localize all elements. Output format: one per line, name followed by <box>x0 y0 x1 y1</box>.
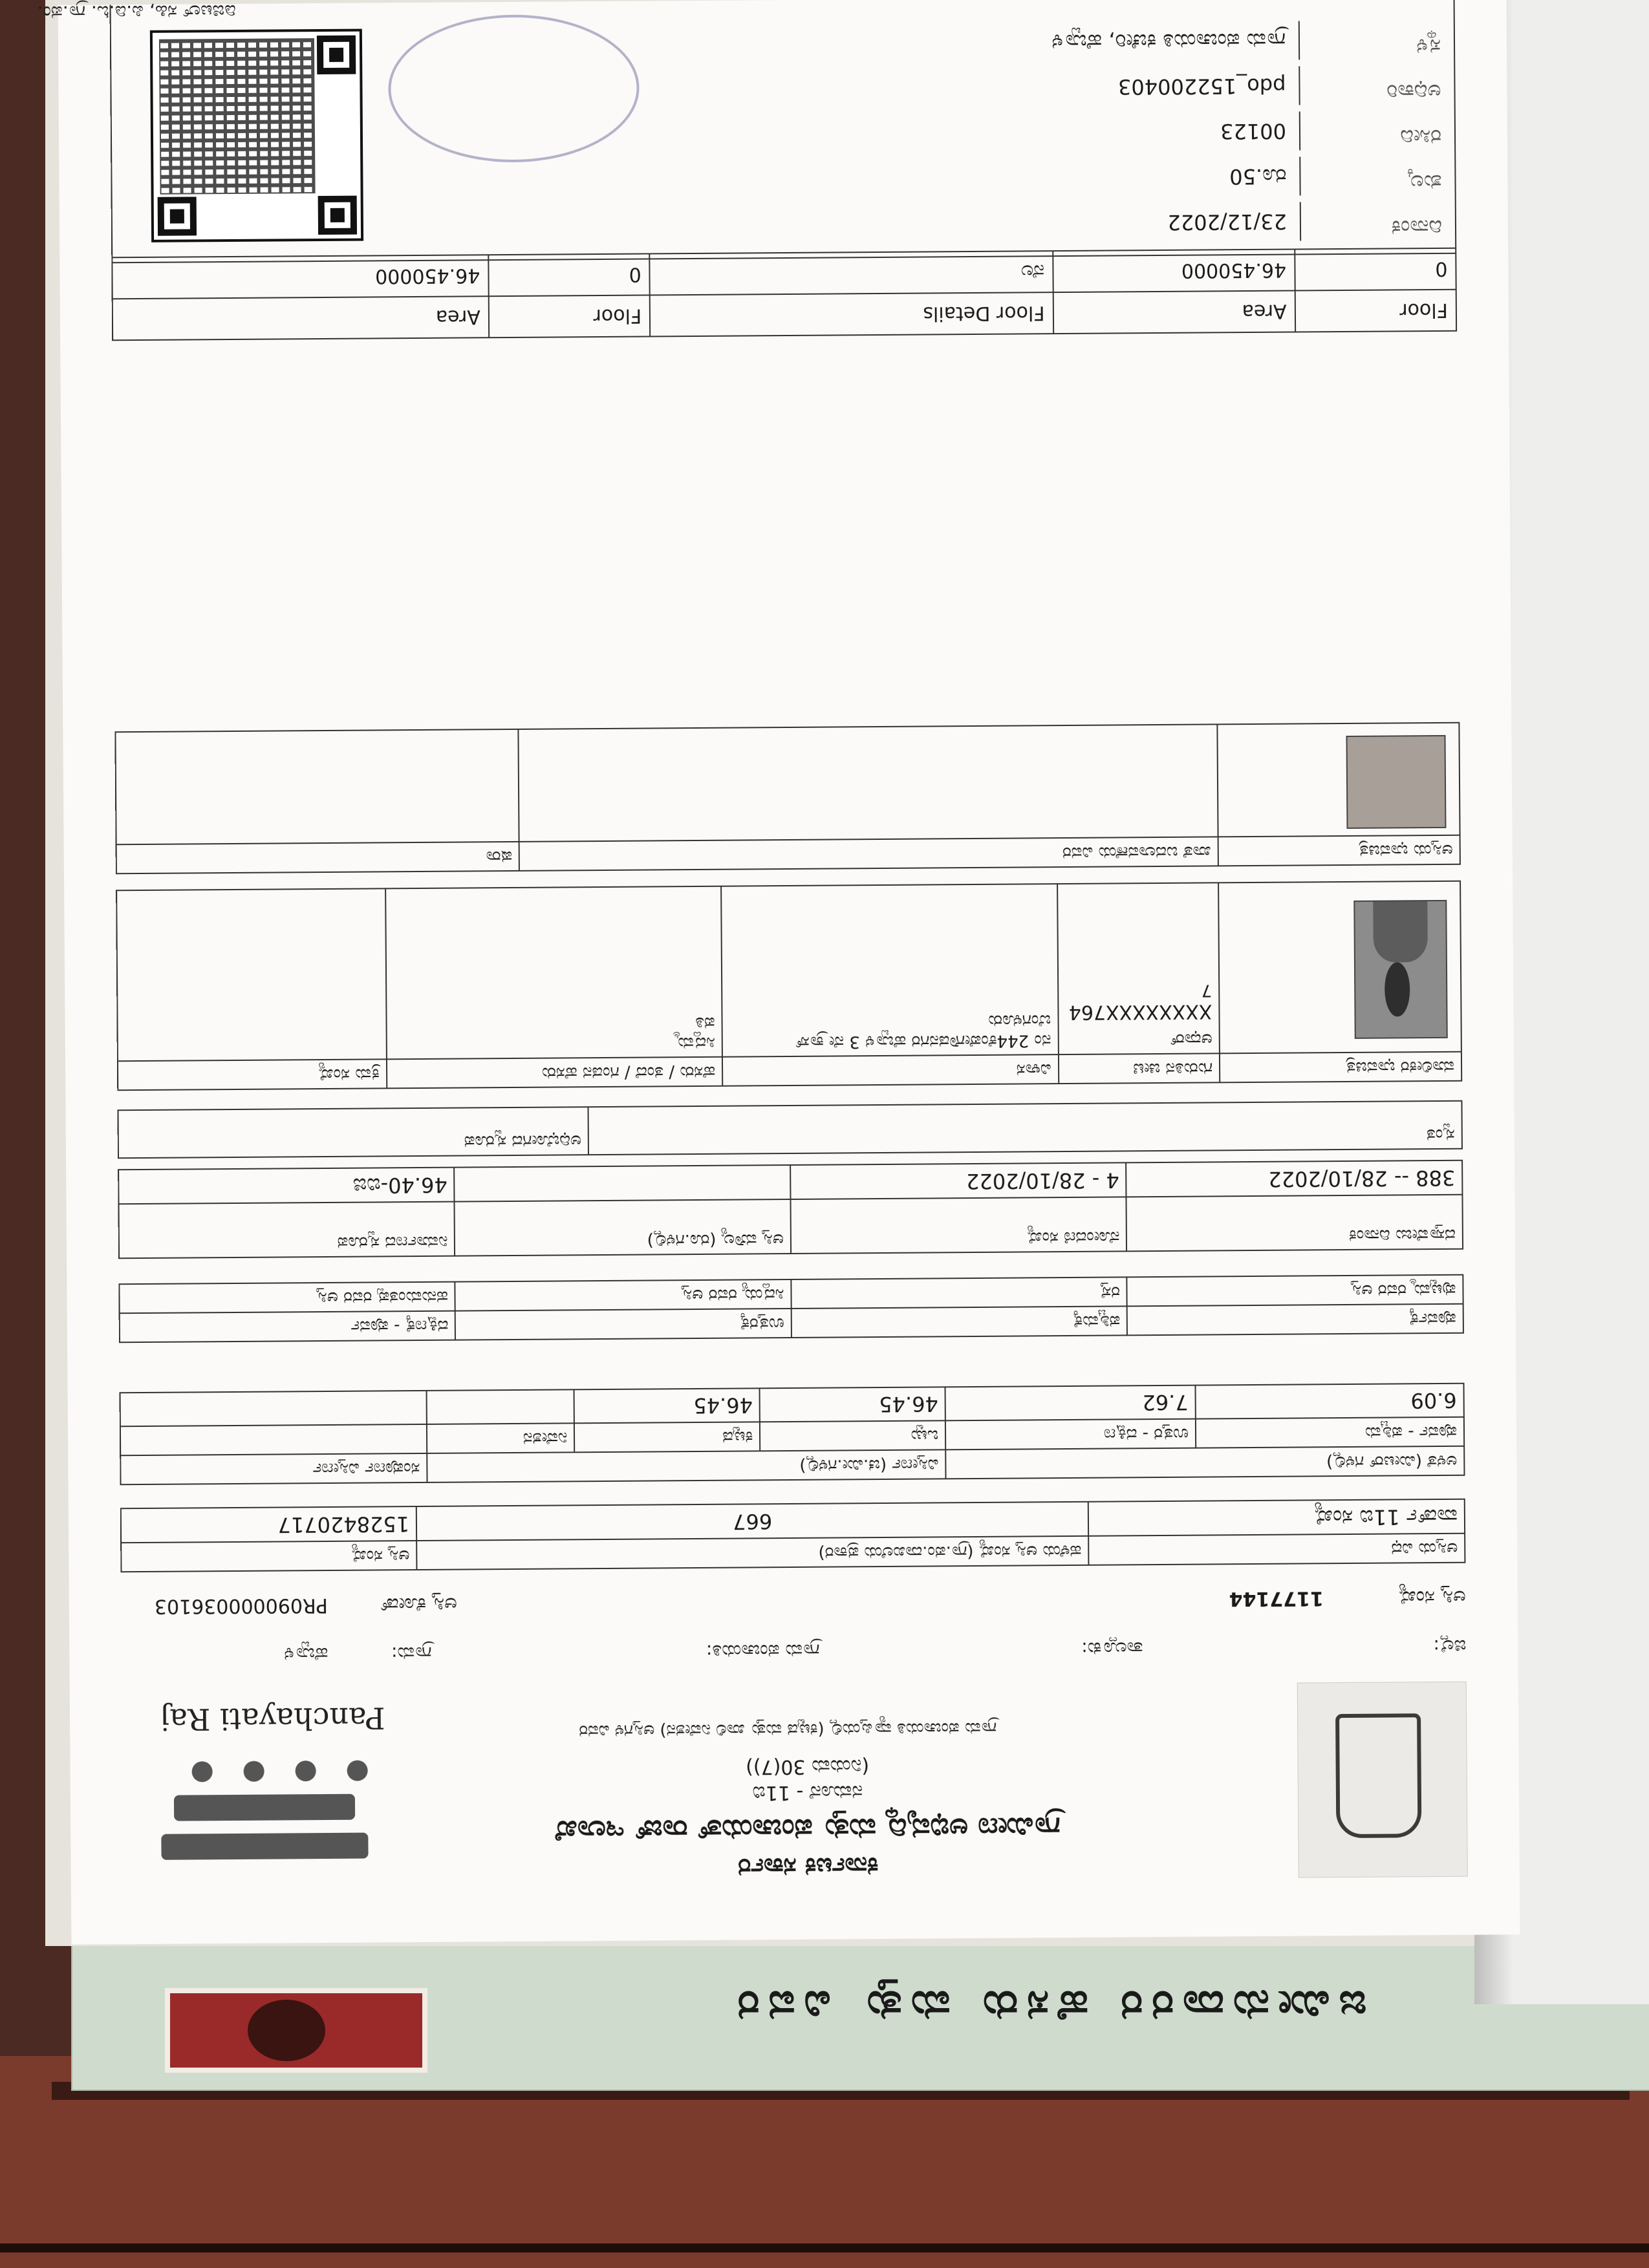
ew-header: ಪೂರ್ವ - ಪಶ್ಚಿಮ <box>1196 1417 1464 1448</box>
village-value: ಹೆಬ್ಬಾಳ <box>284 1643 329 1665</box>
village-label: ಗ್ರಾಮ: <box>391 1642 432 1665</box>
plinth-value <box>120 1391 427 1426</box>
owner-relation: ಪತಿ <box>695 1012 715 1033</box>
property-code-label: ಆಸ್ತಿ ಸಂಖ್ಯೆ <box>1398 1585 1466 1609</box>
remarks-header: ಷರಾ <box>116 842 520 873</box>
floor-label: ನೆಲ <box>649 251 1053 295</box>
place-label: ಸ್ಥಳ <box>1299 20 1454 60</box>
doc-value: 388 -- 28/10/2022 <box>1126 1161 1463 1197</box>
form-header <box>122 1670 1468 1887</box>
face-silhouette <box>248 2000 325 2061</box>
built-header: ಕಟ್ಟಡ <box>574 1422 760 1452</box>
area-header: Area <box>1053 291 1295 334</box>
total-header: ಒಟ್ಟು <box>760 1420 945 1451</box>
footer-date-row <box>1167 201 1455 242</box>
officer-label: ಅಧಿಕಾರಿ <box>1299 65 1454 105</box>
page-content-inverted <box>37 0 1520 1945</box>
office-title: ಕರ್ನಾಟಕ ಸರ್ಕಾರ <box>738 1852 879 1882</box>
west-value: ರಸ್ತೆ <box>791 1277 1127 1309</box>
underlying-document-title: ಜಮೀನುದಾರರ ಹೆಸರು ಮತ್ತು ವಿವರ <box>728 1982 1367 2030</box>
floor-details-header: Floor Details <box>650 292 1053 336</box>
officer-value: pdo_152200403 <box>1117 73 1286 100</box>
khata-header: ಖಾತೆ ಬದಲಾವಣೆಯ ವಿವರ <box>519 837 1218 871</box>
occupancy-table <box>117 1100 1462 1159</box>
logo-bar-icon <box>174 1794 355 1821</box>
owner-address: ನಂ 244ಕೆಂಪೇಗೌಡನಗರ ಹೆಬ್ಬಾಳ 3 ನೇ ಕ್ರಾಸ್ ಬೆಂಗಳೂರು <box>721 884 1058 1057</box>
site-header: ನಿವೇಶನ <box>427 1423 575 1453</box>
qr-data-pattern <box>159 38 316 195</box>
footer-box <box>37 0 1457 263</box>
property-code: PR090000036103 <box>154 1594 328 1618</box>
south-header: ದಕ್ಷಿಣಕ್ಕೆ - ಪೂರ್ವ <box>120 1311 456 1343</box>
logo-caption: Panchayati Raj <box>160 1700 385 1737</box>
property-number: 1177144 <box>1229 1587 1324 1610</box>
qr-finder-center <box>330 208 345 222</box>
property-id-row <box>121 1576 1466 1618</box>
owner-id-cell <box>1057 883 1220 1054</box>
floor-header-right: Floor <box>489 295 651 337</box>
floor-value-right: 0 <box>488 253 650 296</box>
rate-value: 46.40-ಬಿಜಿ <box>118 1168 455 1204</box>
ward-value: ವಾರ್ಡ್ 11ಬಿ ಸಂಖ್ಯೆ <box>1088 1499 1465 1536</box>
district-label: ಜಿಲ್ಲೆ: <box>1433 1635 1467 1658</box>
office-seal-stamp <box>388 14 640 164</box>
logo-dot-icon <box>244 1761 264 1782</box>
property-photo-table <box>114 722 1460 875</box>
plinth-header: ಸಂಪೂರ್ಣ ವಿಸ್ತೀರ್ಣ <box>120 1453 427 1484</box>
form-description: ಗ್ರಾಮ ಪಂಚಾಯತಿ ವ್ಯಾಪ್ತಿಯಲ್ಲಿ (ಕಟ್ಟಡ ಮತ್ತು ಖಾಲಿ ನಿವೇಶನ) ಆಸ್ತಿಗಳ ವಿವರ <box>579 1718 997 1741</box>
doc-header: ದಸ್ತಾವೇಜು ದಿನಾಂಕ <box>1126 1195 1463 1252</box>
site-value <box>427 1389 575 1424</box>
date-label: ದಿನಾಂಕ <box>1300 201 1455 241</box>
underlying-document-photo <box>165 1988 427 2073</box>
north-header: ಉತ್ತರಕ್ಕೆ <box>455 1309 792 1340</box>
panchayati-raj-logo <box>135 1684 394 1879</box>
pid-value: 1528420717 <box>121 1506 417 1543</box>
south-value: ಹನುಮಂತಪ್ಪ ರವರ ಆಸ್ತಿ <box>119 1282 455 1314</box>
area-header: ವಿಸ್ತೀರ್ಣ (ಚ.ಮೀ.ಗಳಲ್ಲಿ) <box>427 1450 945 1482</box>
pid-header: ಆಸ್ತಿ ಸಂಖ್ಯೆ <box>121 1541 416 1572</box>
ew-value: 6.09 <box>1196 1384 1464 1419</box>
property-photo <box>1346 735 1446 829</box>
footer-officer-row <box>1118 65 1454 107</box>
footer-place-row <box>1051 20 1454 61</box>
north-value: ಸಿದ್ದಯ್ಯ ರವರ ಆಸ್ತಿ <box>455 1279 792 1311</box>
occupancy-value: ಸ್ವಂತ <box>588 1101 1462 1155</box>
built-value: 46.45 <box>574 1388 760 1423</box>
address-header: ವಿಳಾಸ <box>722 1054 1059 1086</box>
logo-dot-icon <box>192 1761 213 1782</box>
fee-value: ರೂ.50 <box>1229 164 1287 189</box>
owner-id-type: ಆಧಾರ್ <box>1170 1029 1212 1049</box>
photo-body <box>1373 901 1428 963</box>
qr-finder-icon <box>158 197 197 235</box>
property-photo-header: ಆಸ್ತಿಯ ಭಾವಚಿತ್ರ <box>1218 835 1460 866</box>
ns-header: ಉತ್ತರ - ದಕ್ಷಿಣ <box>945 1419 1196 1450</box>
panchayat-label: ಗ್ರಾಮ ಪಂಚಾಯತಿ: <box>706 1640 820 1662</box>
id-header: ಗುರುತಿನ ಚೀಟಿ <box>1059 1053 1220 1084</box>
owner-name: ಸಿದ್ದಮ್ಮ <box>675 1032 715 1053</box>
date-value: 23/12/2022 <box>1167 209 1288 235</box>
receipt-label: ರಸೀದಿ <box>1299 111 1454 151</box>
receipt-value: 00123 <box>1220 118 1287 144</box>
property-code-prefix: ಆಸ್ತಿ ಕೋಡ್ <box>380 1592 457 1616</box>
property-number-table <box>120 1499 1466 1573</box>
photo-head <box>1385 963 1410 1017</box>
cost-value <box>455 1165 791 1202</box>
state-emblem <box>1297 1682 1468 1878</box>
property-type-header: ಆಸ್ತಿಯ ವಿಧ <box>1088 1534 1465 1565</box>
logo-roof-icon <box>161 1833 368 1860</box>
fee-label: ಶುಲ್ಕ <box>1299 156 1454 196</box>
form-11b-page <box>37 0 1520 1945</box>
cost-header: ಆಸ್ತಿ ಮೌಲ್ಯ (ರೂ.ಗಳಲ್ಲಿ) <box>455 1199 791 1256</box>
form-number: ನಮೂನೆ - 11ಬಿ <box>752 1781 863 1804</box>
owner-id-suffix: 7 <box>1201 980 1212 1000</box>
digital-signature-note: ಡಿಜಿಟಲ್ ಸಹಿ, ಪಿ.ಡಿ.ಓ. ಗ್ರಾ.ಪಂ. <box>37 0 236 24</box>
department-title: ಗ್ರಾಮೀಣ ಅಭಿವೃದ್ಧಿ ಮತ್ತು ಪಂಚಾಯತ್ ರಾಜ್ ಇಲಾಖೆ <box>555 1811 1061 1848</box>
rate-header: ನಿರ್ಮಾಣದ ಸ್ವರೂಪ <box>119 1202 455 1259</box>
length-header: ಅಳತೆ (ಮೀಟರ್ ಗಳಲ್ಲಿ) <box>945 1446 1464 1479</box>
footer-fee-row <box>1229 156 1455 196</box>
occupancy-label: ಅಧಿಭೋಗದ ಸ್ವರೂಪ <box>118 1107 588 1158</box>
owner-photo-cell <box>1218 881 1461 1054</box>
qr-finder-icon <box>317 36 356 74</box>
owner-name-cell <box>385 886 722 1060</box>
serial-header: ಕ್ರಮ ಸಂಖ್ಯೆ <box>118 1059 387 1090</box>
owner-photo <box>1353 900 1447 1039</box>
qr-code <box>150 29 363 242</box>
east-header: ಪೂರ್ವಕ್ಕೆ <box>1127 1304 1463 1336</box>
khata-cell <box>519 724 1218 842</box>
reg-value: 4 - 28/10/2022 <box>790 1162 1126 1199</box>
remarks-cell <box>115 729 519 844</box>
owner-id-number: XXXXXXXX764 <box>1068 1000 1212 1023</box>
area-value: 46.450000 <box>1053 250 1295 293</box>
logo-dot-icon <box>347 1760 368 1781</box>
floor-header: Floor <box>1295 290 1456 332</box>
boundaries-table <box>118 1274 1464 1343</box>
owner-table <box>116 881 1462 1091</box>
qr-finder-center <box>329 48 343 62</box>
rule-reference: (ನಿಯಮ 30(7)) <box>745 1755 870 1779</box>
registration-table <box>118 1160 1463 1259</box>
qr-finder-center <box>170 209 184 224</box>
desk-bottom-edge <box>0 2243 1649 2252</box>
emblem-icon <box>1335 1713 1421 1838</box>
ns-value: 7.62 <box>945 1385 1196 1421</box>
serial-value <box>116 888 386 1061</box>
taluk-label: ತಾಲ್ಲೂಕು: <box>1081 1638 1143 1660</box>
reg-header: ನೋಂದಣಿ ಸಂಖ್ಯೆ <box>790 1197 1126 1254</box>
photo-header: ಮಾಲೀಕರ ಭಾವಚಿತ್ರ <box>1220 1052 1461 1083</box>
old-number-value: 667 <box>416 1502 1088 1541</box>
footer-receipt-row <box>1220 111 1454 151</box>
floor-value: 0 <box>1295 248 1456 291</box>
old-number-header: ಹಳೆಯ ಆಸ್ತಿ ಸಂಖ್ಯೆ (ಗ್ರಾ.ಪಂ.ದಾಖಲೆಯ ಪ್ರಕಾರ) <box>416 1536 1088 1570</box>
location-row <box>121 1625 1466 1667</box>
total-value: 46.45 <box>760 1387 945 1422</box>
east-value: ಪುಟ್ಟಮ್ಮ ರವರ ಆಸ್ತಿ <box>1127 1275 1463 1307</box>
area-value-right: 46.450000 <box>112 255 488 299</box>
plinth-empty <box>120 1424 427 1455</box>
place-value: ಗ್ರಾಮ ಪಂಚಾಯತಿ ಕಚೇರಿ, ಹೆಬ್ಬಾಳ <box>1051 28 1286 55</box>
property-photo-cell <box>1217 723 1460 837</box>
dimensions-table <box>120 1383 1465 1486</box>
area-header-right: Area <box>113 296 489 340</box>
logo-dot-icon <box>296 1760 316 1781</box>
name-header: ಹೆಸರು / ತಂದೆ / ಗಂಡನ ಹೆಸರು <box>387 1057 723 1089</box>
qr-finder-icon <box>318 196 357 235</box>
west-header: ಪಶ್ಚಿಮಕ್ಕೆ <box>792 1306 1128 1338</box>
